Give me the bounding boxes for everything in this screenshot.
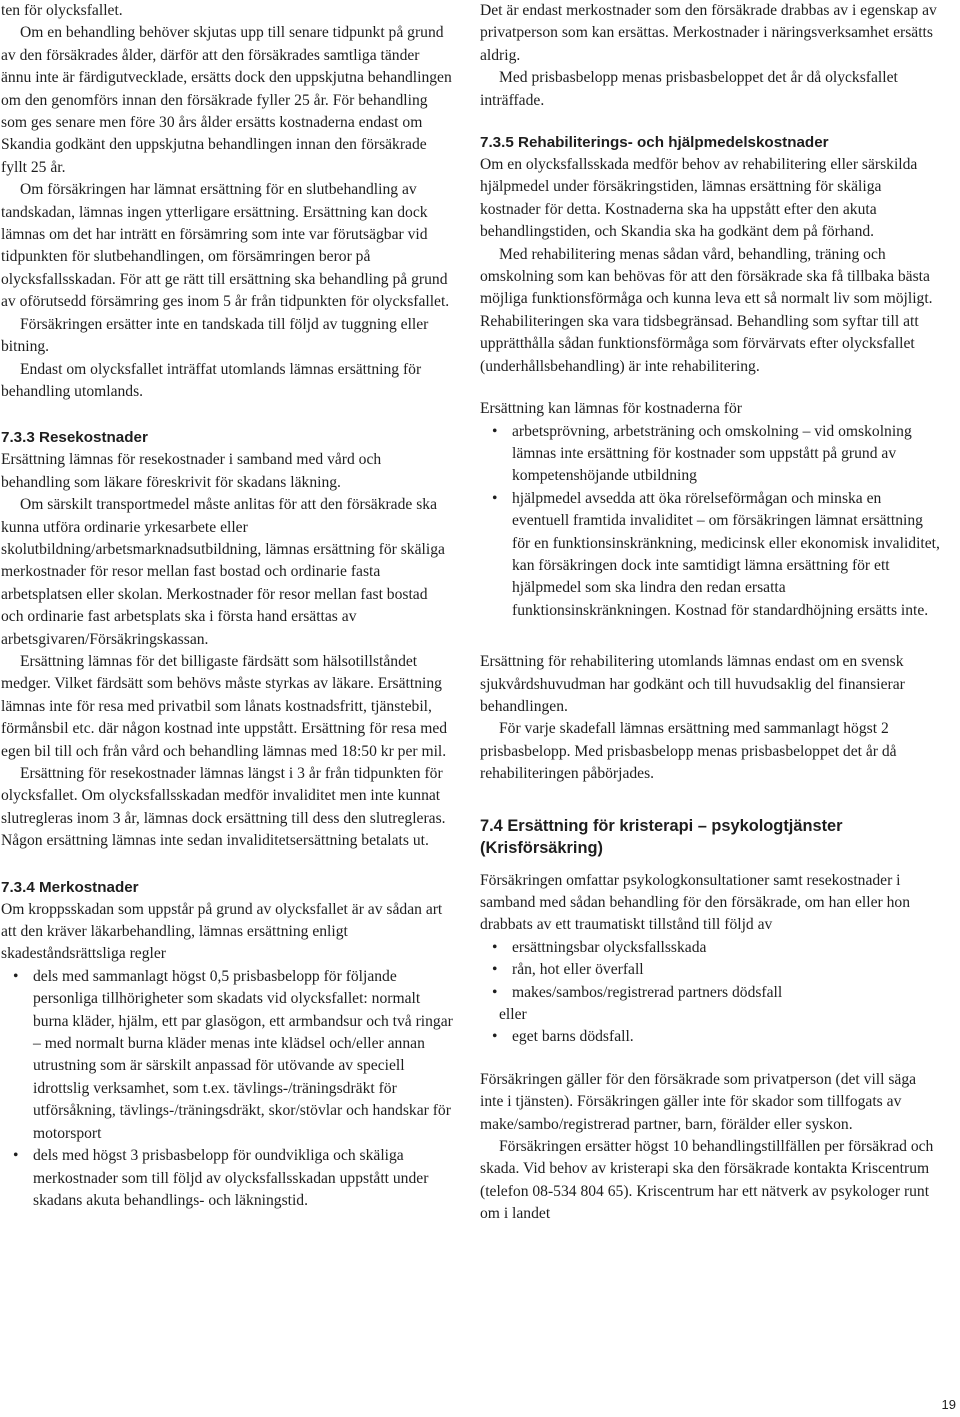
bullet-list xyxy=(480,1026,942,1048)
list-item xyxy=(480,488,942,622)
paragraph: Om särskilt transportmedel måste anlitas för att den försäkrade ska kunna utföra ordinarie yrkesarbete eller skolutbildning/arbetsmarknadsutbildning, lämnas ersättning för skäliga merkostnader för resor mellan fast bostad och ordinarie fasta arbetsplatsen eller skolan. Merkostnader för resor mellan fast bostad och ordinarie fast arbetsplats ska i första hand ersättas av arbetsgivaren/Försäkringskassan. xyxy=(1,496,445,648)
paragraph: ten för olycksfallet. xyxy=(1,2,123,19)
left-column xyxy=(1,0,453,1212)
section-heading-7-3-4: 7.3.4 Merkostnader xyxy=(1,878,139,896)
bullet-icon: • xyxy=(492,1028,498,1046)
bullet-list xyxy=(480,937,942,1004)
paragraph: Försäkringen ersätter inte en tandskada till följd av tuggning eller bitning. xyxy=(1,315,429,356)
paragraph: Ersättning kan lämnas för kostnaderna för xyxy=(480,400,742,418)
paragraph: Ersättning lämnas för resekostnader i samband med vård och behandling som läkare föreskrivit för skadans läkning. xyxy=(1,451,382,491)
bullet-list xyxy=(480,421,942,623)
paragraph: För varje skadefall lämnas ersättning med sammanlagt högst 2 prisbasbelopp. Med prisbasbelopp menas prisbasbeloppet det år då rehabiliteringen påbörjades. xyxy=(480,720,897,783)
bullet-icon: • xyxy=(492,961,498,979)
bullet-icon: • xyxy=(492,422,498,440)
paragraph: Om kroppsskadan som uppstår på grund av olycksfallet är av sådan art att den kräver läkarbehandling, lämnas ersättning enligt skadeståndsrättsliga regler xyxy=(1,900,443,963)
paragraph: Om en olycksfallsskada medför behov av rehabilitering eller särskilda hjälpmedel under försäkringstiden, lämnas ersättning för skäliga kostnader för detta. Kostnaderna ska ha uppstått efter den akuta behandlingstiden, och Skandia ska ha godkänt dem på förhand. xyxy=(480,156,918,241)
page-number: 19 xyxy=(941,1397,956,1412)
list-item xyxy=(1,966,453,1145)
paragraph: Försäkringen ersätter högst 10 behandlingstillfällen per försäkrad och skada. Vid behov av kristerapi ska den försäkrade kontakta Kriscentrum (telefon 08-534 804 65). Kriscentrum har ett nätverk av psykologer runt om i landet xyxy=(480,1138,934,1223)
list-item xyxy=(480,959,942,981)
paragraph: Om försäkringen har lämnat ersättning för en slutbehandling av tandskadan, lämnas ingen ytterligare ersättning. Ersättning kan dock lämnas om det har inträtt en försämring som inte var förutsägbar vid tidpunkten för slutbehandlingen, om försämringen beror på olycksfallsskadan. För att ge rätt till ersättning ska behandling på grund av oförutsedd försämring ges inom 5 år från tidpunkten för olycksfallet. xyxy=(1,181,450,311)
right-column xyxy=(480,0,942,1226)
bullet-list xyxy=(1,966,453,1212)
paragraph: Om en behandling behöver skjutas upp till senare tidpunkt på grund av den försäkrades ålder, därför att den försäkrades samtliga tänder ännu inte är färdigutvecklade, ersätts dock den uppskjutna behandlingen om den genomförs innan den försäkrade fyller 25 år. För behandling som ges senare men före 30 års ålder ersätts kostnaderna endast om Skandia godkänt den uppskjutna behandlingen innan den försäkrade fyllt 25 år. xyxy=(1,24,452,176)
list-item-text: arbetsprövning, arbetsträning och omskolning – vid omskolning lämnas inte ersättning för kostnader som uppstått på grund av kompetenshöjande utbildning xyxy=(512,422,912,485)
bullet-icon: • xyxy=(492,983,498,1001)
bullet-icon: • xyxy=(492,938,498,956)
paragraph: Ersättning för rehabilitering utomlands lämnas endast om en svensk sjukvårdshuvudman har godkänt och till huvudsaklig del finansierar behandlingen. xyxy=(480,653,905,715)
list-item-text: rån, hot eller överfall xyxy=(512,961,644,979)
section-heading-7-3-5: 7.3.5 Rehabiliterings- och hjälpmedelskostnader xyxy=(480,134,829,152)
list-item-text: makes/sambos/registrerad partners dödsfall xyxy=(512,983,783,1001)
paragraph: Ersättning för resekostnader lämnas längst i 3 år från tidpunkten för olycksfallet. Om olycksfallsskadan medför invaliditet men inte kunnat slutregleras inom 3 år, lämnas dock ersättning till dess den slutregleras. Någon ersättning lämnas inte sedan invaliditetsersättning betalats ut. xyxy=(1,765,446,850)
list-item xyxy=(480,421,942,488)
list-item xyxy=(480,982,942,1004)
paragraph: Med rehabilitering menas sådan vård, behandling, träning och omskolning som kan behövas för att den försäkrade ska få tillbaka bästa möjliga funktionsförmåga och kunna leva ett så normalt liv som möjligt. Rehabiliteringen ska vara tidsbegränsad. Behandling som syftar till att upprätthålla sådan funktionsförmåga som förvärvats efter olycksfallet (underhållsbehandling) är inte rehabilitering. xyxy=(480,245,933,375)
list-item-text: hjälpmedel avsedda att öka rörelseförmågan och minska en eventuell framtida invaliditet – om försäkringen lämnat ersättning för en funktionsinskränkning, medicinsk eller ekonomisk invaliditet, kan försäkringen dock inte samtidigt lämna ersättning för ett hjälpmedel som ska lindra den redan ersatta funktionsinskränkningen. Kostnad för standardhöjning ersätts inte. xyxy=(512,489,940,619)
list-item xyxy=(1,1145,453,1212)
paragraph: Försäkringen gäller för den försäkrade som privatperson (det vill säga inte i tjänsten). Försäkringen gäller inte för skador som tillfogats av make/sambo/registrerad partner, barn, förälder eller syskon. xyxy=(480,1070,917,1133)
bullet-icon: • xyxy=(13,1147,19,1165)
list-item-text: dels med högst 3 prisbasbelopp för oundvikliga och skäliga merkostnader som till följd av olycksfallsskadan uppstått under skadans akuta behandlings- och läkningstid. xyxy=(33,1147,429,1209)
paragraph: Ersättning lämnas för det billigaste färdsätt som hälsotillståndet medger. Vilket färdsätt som behövs måste styrkas av läkare. Ersättning lämnas inte för resa med privatbil som lånats kostnadsfritt, tjänstebil, förmånsbil etc. där någon kostnad inte uppstått. Ersättning för resa med egen bil till och från vård och behandling lämnas med 18:50 kr per mil. xyxy=(1,652,448,760)
bullet-icon: • xyxy=(492,489,498,507)
section-heading-7-3-3: 7.3.3 Resekostnader xyxy=(1,429,148,447)
paragraph: Försäkringen omfattar psykologkonsultationer samt resekostnader i samband med sådan behandling för den försäkrade, om han eller hon drabbats av ett traumatiskt tillstånd till följd av xyxy=(480,871,910,934)
list-item xyxy=(480,937,942,959)
list-item-text: dels med sammanlagt högst 0,5 prisbasbelopp för följande personliga tillhörigheter som skadats vid olycksfallet: normalt burna kläder, hjälm, ett par glasögon, ett armbandsur och två ringar – med normalt burna kläder menas inte klädsel och/eller annan utrustning som är särskilt anpassad för utövande av speciell idrottslig verksamhet, som t.ex. tävlings-/träningsdräkt för utförsåkning, tävlings-/träningsdräkt, skor/stövlar och handskar för motorsport xyxy=(33,967,453,1142)
list-item xyxy=(480,1026,942,1048)
paragraph: Det är endast merkostnader som den försäkrade drabbas av i egenskap av privatperson som kan ersättas. Merkostnader i näringsverksamhet ersätts aldrig. xyxy=(480,2,937,64)
paragraph: Med prisbasbelopp menas prisbasbeloppet det år då olycksfallet inträffade. xyxy=(480,69,898,109)
section-heading-7-4: 7.4 Ersättning för kristerapi – psykologtjänster (Krisförsäkring) xyxy=(480,816,843,857)
list-item-text: eget barns dödsfall. xyxy=(512,1028,634,1046)
list-item-text: ersättningsbar olycksfallsskada xyxy=(512,938,707,956)
paragraph: Endast om olycksfallet inträffat utomlands lämnas ersättning för behandling utomlands. xyxy=(1,360,422,400)
list-connector: eller xyxy=(499,1006,527,1024)
bullet-icon: • xyxy=(13,967,19,985)
